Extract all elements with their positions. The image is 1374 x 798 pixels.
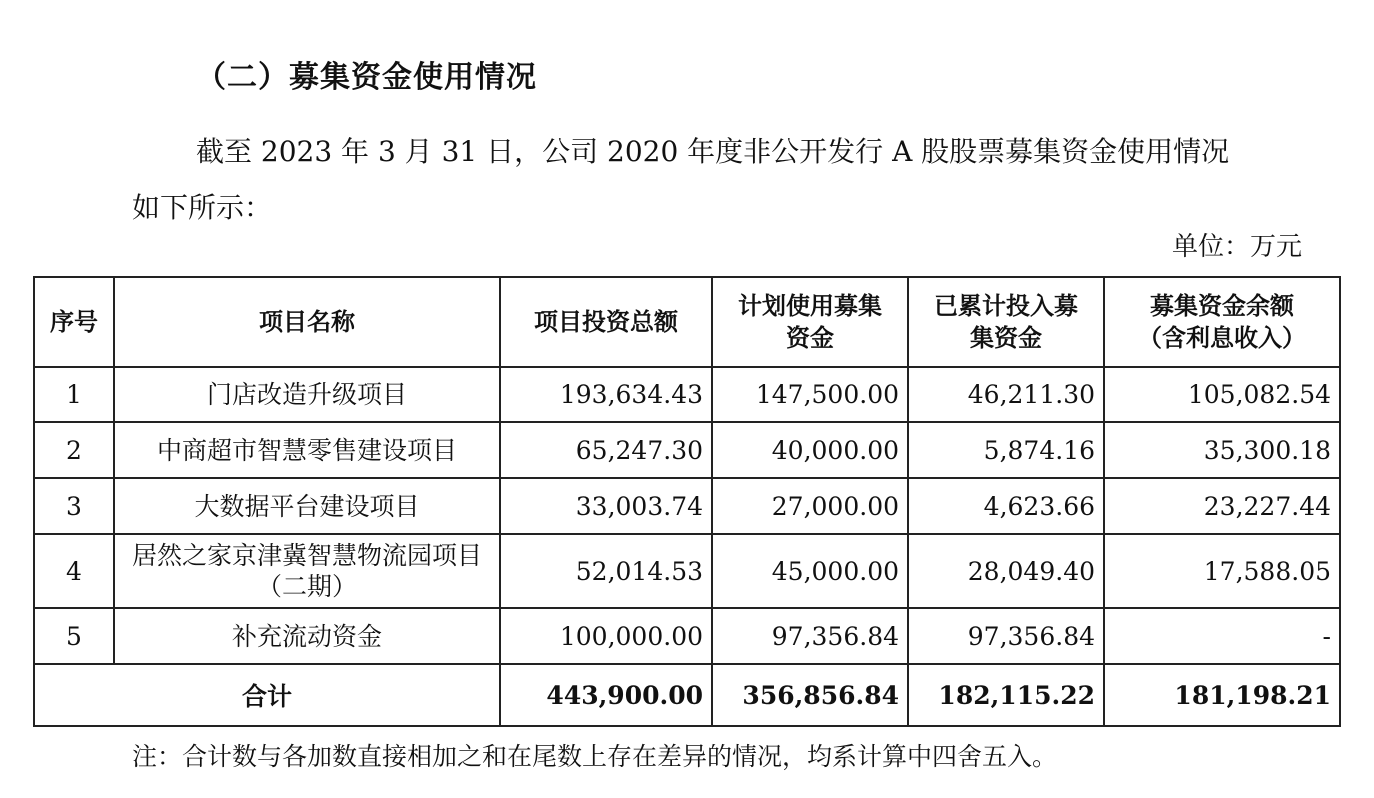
- table-row: [34, 367, 1340, 422]
- row-total-investment: 193,634.43: [500, 367, 712, 422]
- row-cumulative-invested: 97,356.84: [908, 608, 1104, 664]
- row-planned-funds: 97,356.84: [712, 608, 908, 664]
- row-planned-funds: 147,500.00: [712, 367, 908, 422]
- row-planned-funds: 45,000.00: [712, 534, 908, 608]
- table-total-row: [34, 664, 1340, 726]
- row-planned-funds: 40,000.00: [712, 422, 908, 478]
- header-name: 项目名称: [114, 277, 500, 367]
- row-remaining-balance: -: [1104, 608, 1340, 664]
- table-row: [34, 478, 1340, 534]
- row-seq: 3: [34, 478, 114, 534]
- row-name: 大数据平台建设项目: [114, 478, 500, 534]
- total-planned-funds: 356,856.84: [712, 664, 908, 726]
- intro-paragraph: 截至 2023 年 3 月 31 日，公司 2020 年度非公开发行 A 股股票募集资金使用情况如下所示：: [132, 135, 1230, 224]
- row-remaining-balance: 23,227.44: [1104, 478, 1340, 534]
- row-name: 门店改造升级项目: [114, 367, 500, 422]
- row-name: 居然之家京津冀智慧物流园项目（二期）: [114, 534, 500, 608]
- table-row: [34, 422, 1340, 478]
- row-seq: 1: [34, 367, 114, 422]
- header-planned-funds: 计划使用募集资金: [712, 277, 908, 367]
- total-remaining-balance: 181,198.21: [1104, 664, 1340, 726]
- total-label: 合计: [34, 664, 500, 726]
- header-total-investment: 项目投资总额: [500, 277, 712, 367]
- row-seq: 2: [34, 422, 114, 478]
- row-cumulative-invested: 28,049.40: [908, 534, 1104, 608]
- table-row: [34, 534, 1340, 608]
- total-cumulative-invested: 182,115.22: [908, 664, 1104, 726]
- row-planned-funds: 27,000.00: [712, 478, 908, 534]
- header-seq: 序号: [34, 277, 114, 367]
- section-title: （二）募集资金使用情况: [196, 60, 537, 95]
- row-name: 补充流动资金: [114, 608, 500, 664]
- table-row: [34, 608, 1340, 664]
- row-remaining-balance: 17,588.05: [1104, 534, 1340, 608]
- header-remaining-balance: 募集资金余额（含利息收入）: [1104, 277, 1340, 367]
- row-total-investment: 100,000.00: [500, 608, 712, 664]
- fund-usage-table: [33, 276, 1341, 727]
- row-cumulative-invested: 46,211.30: [908, 367, 1104, 422]
- unit-label: 单位：万元: [1171, 232, 1302, 262]
- row-total-investment: 33,003.74: [500, 478, 712, 534]
- row-total-investment: 52,014.53: [500, 534, 712, 608]
- row-seq: 5: [34, 608, 114, 664]
- footnote: 注：合计数与各加数直接相加之和在尾数上存在差异的情况，均系计算中四舍五入。: [132, 742, 1058, 771]
- table-header-row: [34, 277, 1340, 367]
- row-cumulative-invested: 5,874.16: [908, 422, 1104, 478]
- row-remaining-balance: 35,300.18: [1104, 422, 1340, 478]
- header-cumulative-invested: 已累计投入募集资金: [908, 277, 1104, 367]
- row-name: 中商超市智慧零售建设项目: [114, 422, 500, 478]
- row-cumulative-invested: 4,623.66: [908, 478, 1104, 534]
- row-seq: 4: [34, 534, 114, 608]
- total-investment: 443,900.00: [500, 664, 712, 726]
- row-remaining-balance: 105,082.54: [1104, 367, 1340, 422]
- row-total-investment: 65,247.30: [500, 422, 712, 478]
